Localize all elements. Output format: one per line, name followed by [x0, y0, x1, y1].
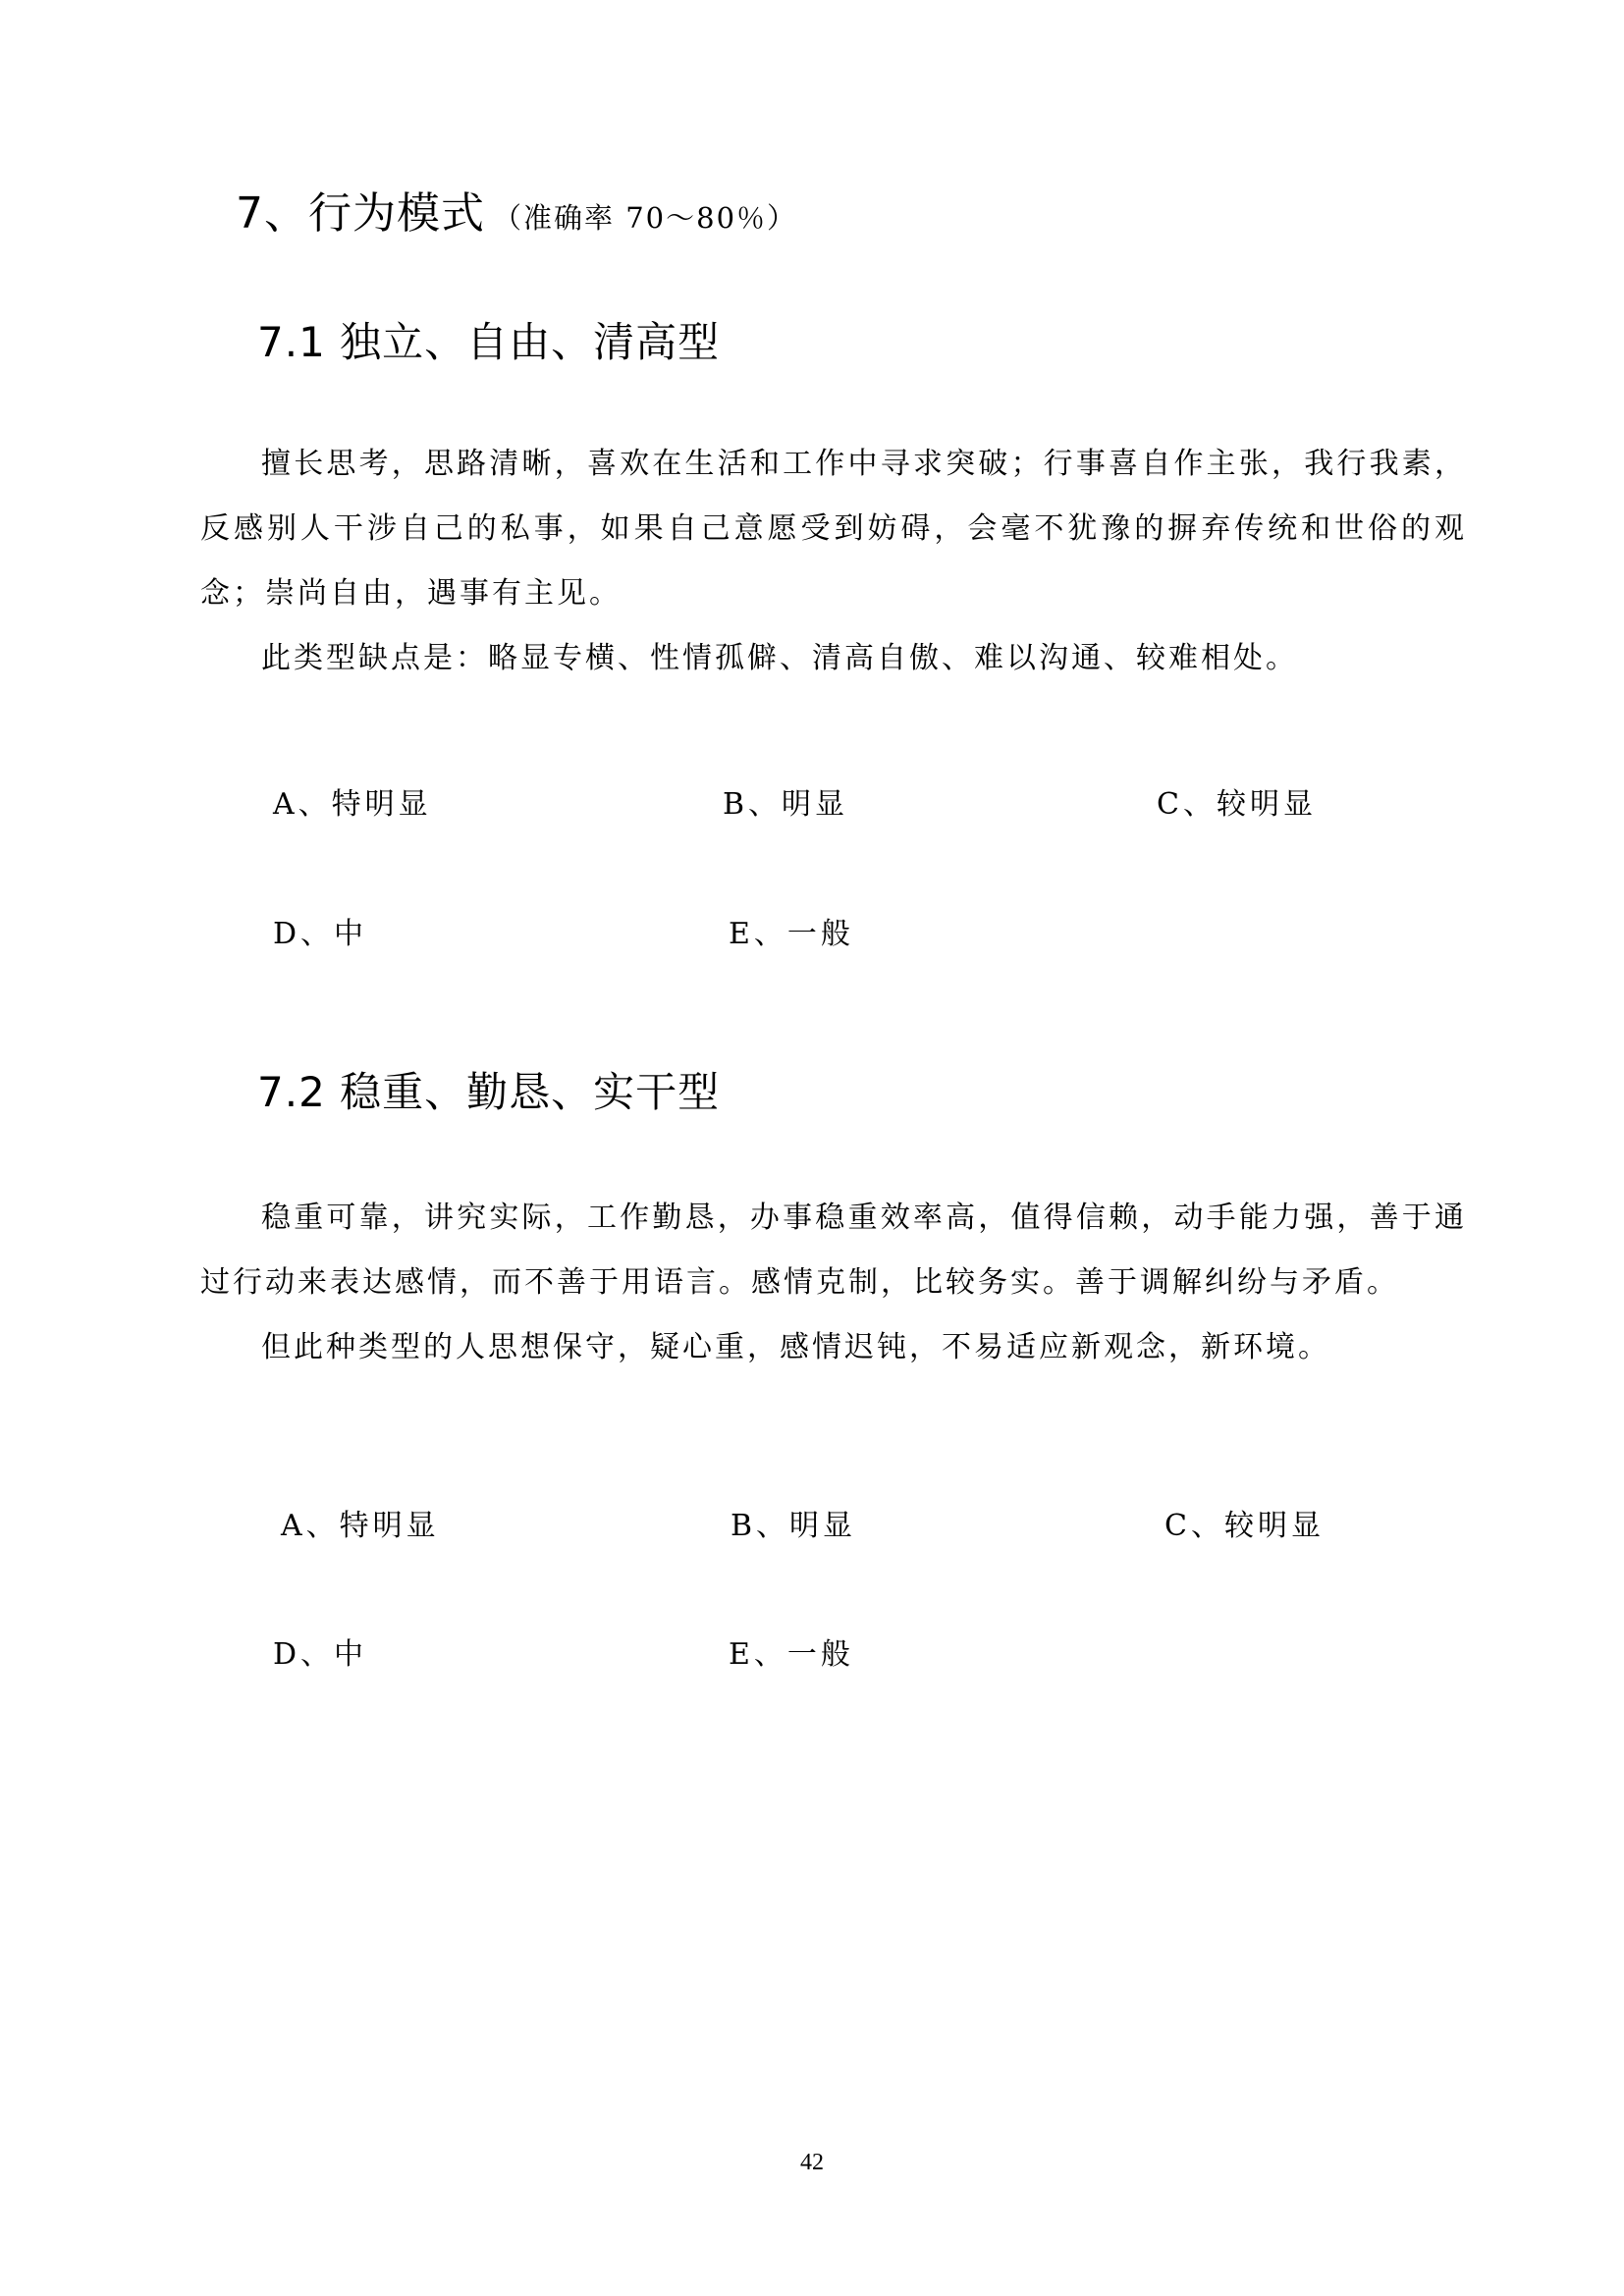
option-c: C、较明显	[1157, 787, 1317, 822]
description-paragraph: 稳重可靠，讲究实际，工作勤恳，办事稳重效率高，值得信赖，动手能力强，善于通过行动来表达感情，而不善于用语言。感情克制，比较务实。善于调解纠纷与矛盾。	[200, 1201, 1467, 1300]
section-heading-title: 7、行为模式	[236, 188, 485, 239]
section-heading	[236, 187, 797, 245]
subsection-title: 7.1 独立、自由、清高型	[257, 318, 721, 366]
accuracy-note: （准确率 70～80％）	[493, 201, 798, 235]
option-a: A、特明显	[281, 1509, 440, 1543]
option-b: B、明显	[731, 1509, 857, 1543]
description-paragraph: 擅长思考，思路清晰，喜欢在生活和工作中寻求突破；行事喜自作主张，我行我素，反感别人干涉自己的私事，如果自己意愿受到妨碍，会毫不犹豫的摒弃传统和世俗的观念；崇尚自由，遇事有主见。	[200, 447, 1467, 611]
option-b: B、明显	[723, 787, 849, 822]
subsection-title: 7.2 稳重、勤恳、实干型	[257, 1068, 721, 1116]
option-d: D、中	[273, 917, 368, 951]
drawback-paragraph: 但此种类型的人思想保守，疑心重，感情迟钝，不易适应新观念，新环境。	[261, 1330, 1330, 1364]
option-e: E、一般	[729, 1637, 854, 1672]
option-d: D、中	[273, 1637, 368, 1672]
drawback-paragraph: 此类型缺点是：略显专横、性情孤僻、清高自傲、难以沟通、较难相处。	[261, 641, 1298, 675]
option-a: A、特明显	[273, 787, 432, 822]
option-e: E、一般	[729, 917, 854, 951]
option-c: C、较明显	[1164, 1509, 1325, 1543]
page-number: 42	[800, 2150, 824, 2175]
